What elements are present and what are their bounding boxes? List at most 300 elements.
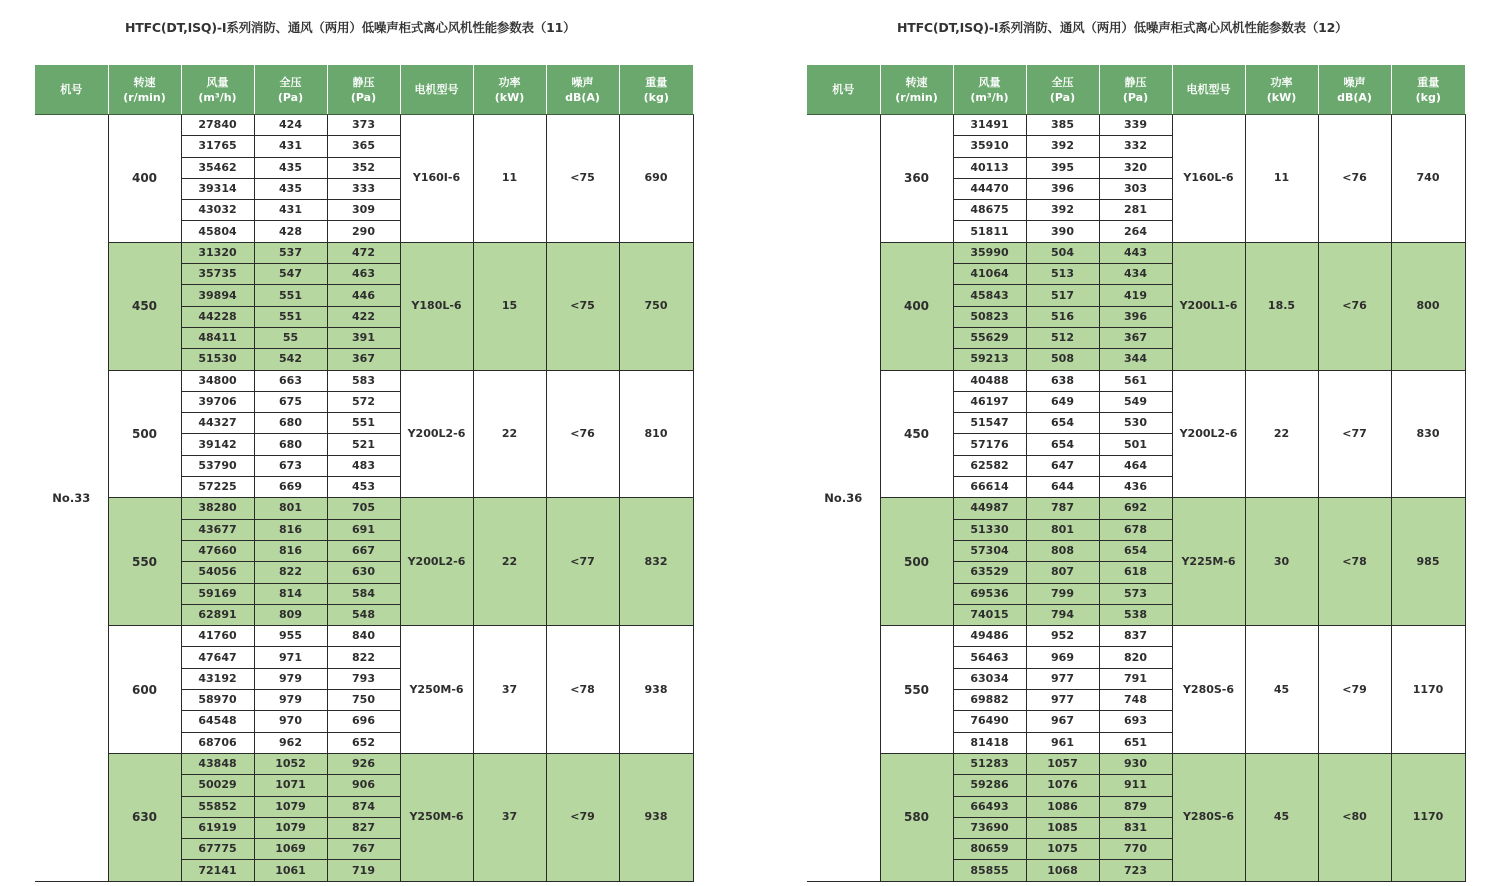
airflow-value: 34800 [181, 370, 254, 391]
airflow-value: 58970 [181, 690, 254, 711]
static-pressure-value: 583 [327, 370, 400, 391]
header-power [473, 65, 546, 115]
table-row [35, 626, 693, 647]
noise-level: <78 [1318, 498, 1391, 626]
header-motor-type-line: 电机型号 [1186, 83, 1231, 96]
motor-type: Y225M-6 [1172, 498, 1245, 626]
fan-weight: 985 [1391, 498, 1465, 626]
rotation-speed: 500 [108, 370, 181, 498]
noise-level: <77 [546, 498, 619, 626]
static-pressure-value: 561 [1099, 370, 1172, 391]
total-pressure-value: 979 [254, 690, 327, 711]
rotation-speed: 500 [880, 498, 953, 626]
header-model [807, 65, 880, 115]
header-motor-type-line: 电机型号 [414, 83, 459, 96]
airflow-value: 48411 [181, 327, 254, 348]
header-static-pressure-line: 静压 [352, 75, 375, 89]
airflow-value: 66614 [953, 477, 1026, 498]
static-pressure-value: 652 [327, 732, 400, 753]
total-pressure-value: 435 [254, 178, 327, 199]
static-pressure-value: 419 [1099, 285, 1172, 306]
motor-power: 22 [473, 498, 546, 626]
fan-weight: 1170 [1391, 753, 1465, 881]
motor-type: Y160I-6 [400, 115, 473, 243]
static-pressure-value: 367 [327, 349, 400, 370]
motor-type: Y160L-6 [1172, 115, 1245, 243]
total-pressure-value: 816 [254, 540, 327, 561]
header-noise-line: dB(A) [565, 90, 600, 104]
motor-power: 37 [473, 753, 546, 881]
header-noise [1318, 65, 1391, 115]
total-pressure-value: 1079 [254, 796, 327, 817]
total-pressure-value: 1061 [254, 860, 327, 881]
static-pressure-value: 879 [1099, 796, 1172, 817]
motor-type: Y200L1-6 [1172, 242, 1245, 370]
total-pressure-value: 801 [254, 498, 327, 519]
motor-type: Y200L2-6 [400, 498, 473, 626]
header-weight-line: (kg) [643, 90, 669, 104]
static-pressure-value: 572 [327, 391, 400, 412]
static-pressure-value: 906 [327, 775, 400, 796]
header-speed-line: 转速 [133, 75, 156, 89]
motor-power: 37 [473, 626, 546, 754]
header-total-pressure-line: 全压 [279, 75, 302, 89]
noise-level: <75 [546, 115, 619, 243]
total-pressure-value: 392 [1026, 200, 1099, 221]
noise-level: <80 [1318, 753, 1391, 881]
airflow-value: 72141 [181, 860, 254, 881]
header-motor-type [400, 65, 473, 115]
static-pressure-value: 822 [327, 647, 400, 668]
static-pressure-value: 696 [327, 711, 400, 732]
static-pressure-value: 723 [1099, 860, 1172, 881]
rotation-speed: 600 [108, 626, 181, 754]
total-pressure-value: 794 [1026, 604, 1099, 625]
motor-type: Y180L-6 [400, 242, 473, 370]
airflow-value: 68706 [181, 732, 254, 753]
airflow-value: 49486 [953, 626, 1026, 647]
static-pressure-value: 678 [1099, 519, 1172, 540]
rotation-speed: 450 [108, 242, 181, 370]
performance-table [807, 65, 1466, 882]
total-pressure-value: 513 [1026, 264, 1099, 285]
airflow-value: 39894 [181, 285, 254, 306]
header-motor-type [1172, 65, 1245, 115]
total-pressure-value: 431 [254, 136, 327, 157]
total-pressure-value: 675 [254, 391, 327, 412]
fan-weight: 832 [619, 498, 693, 626]
static-pressure-value: 396 [1099, 306, 1172, 327]
airflow-value: 35462 [181, 157, 254, 178]
total-pressure-value: 1075 [1026, 839, 1099, 860]
static-pressure-value: 667 [327, 540, 400, 561]
static-pressure-value: 443 [1099, 242, 1172, 263]
static-pressure-value: 367 [1099, 327, 1172, 348]
airflow-value: 63529 [953, 562, 1026, 583]
airflow-value: 44987 [953, 498, 1026, 519]
total-pressure-value: 1086 [1026, 796, 1099, 817]
static-pressure-value: 446 [327, 285, 400, 306]
total-pressure-value: 669 [254, 477, 327, 498]
header-power-line: 功率 [498, 75, 521, 89]
motor-power: 11 [473, 115, 546, 243]
rotation-speed: 630 [108, 753, 181, 881]
airflow-value: 51547 [953, 413, 1026, 434]
airflow-value: 31765 [181, 136, 254, 157]
airflow-value: 63034 [953, 668, 1026, 689]
header-noise-line: 噪声 [1343, 75, 1366, 89]
total-pressure-value: 822 [254, 562, 327, 583]
static-pressure-value: 827 [327, 817, 400, 838]
static-pressure-value: 501 [1099, 434, 1172, 455]
total-pressure-value: 673 [254, 455, 327, 476]
header-airflow-line: 风量 [978, 75, 1001, 89]
total-pressure-value: 547 [254, 264, 327, 285]
static-pressure-value: 750 [327, 690, 400, 711]
header-airflow-line: 风量 [206, 75, 229, 89]
header-weight [619, 65, 693, 115]
header-total-pressure-line: 全压 [1051, 75, 1074, 89]
motor-type: Y280S-6 [1172, 626, 1245, 754]
airflow-value: 45843 [953, 285, 1026, 306]
total-pressure-value: 808 [1026, 540, 1099, 561]
total-pressure-value: 428 [254, 221, 327, 242]
airflow-value: 48675 [953, 200, 1026, 221]
static-pressure-value: 281 [1099, 200, 1172, 221]
total-pressure-value: 55 [254, 327, 327, 348]
airflow-value: 51530 [181, 349, 254, 370]
airflow-value: 35910 [953, 136, 1026, 157]
noise-level: <78 [546, 626, 619, 754]
airflow-value: 39314 [181, 178, 254, 199]
static-pressure-value: 538 [1099, 604, 1172, 625]
table-row [807, 370, 1465, 391]
motor-type: Y200L2-6 [1172, 370, 1245, 498]
airflow-value: 44228 [181, 306, 254, 327]
total-pressure-value: 977 [1026, 668, 1099, 689]
noise-level: <75 [546, 242, 619, 370]
static-pressure-value: 691 [327, 519, 400, 540]
rotation-speed: 550 [880, 626, 953, 754]
total-pressure-value: 516 [1026, 306, 1099, 327]
airflow-value: 62891 [181, 604, 254, 625]
fan-model-number: No.36 [807, 115, 880, 882]
header-power-line: (kW) [494, 90, 525, 104]
total-pressure-value: 1068 [1026, 860, 1099, 881]
static-pressure-value: 373 [327, 115, 400, 136]
static-pressure-value: 309 [327, 200, 400, 221]
static-pressure-value: 651 [1099, 732, 1172, 753]
airflow-value: 51811 [953, 221, 1026, 242]
motor-power: 22 [473, 370, 546, 498]
header-airflow-line: (m³/h) [198, 90, 237, 104]
total-pressure-value: 654 [1026, 434, 1099, 455]
header-power-line: 功率 [1270, 75, 1293, 89]
airflow-value: 39706 [181, 391, 254, 412]
airflow-value: 31491 [953, 115, 1026, 136]
motor-type: Y280S-6 [1172, 753, 1245, 881]
total-pressure-value: 1052 [254, 753, 327, 774]
header-row [807, 65, 1465, 115]
header-power [1245, 65, 1318, 115]
airflow-value: 76490 [953, 711, 1026, 732]
total-pressure-value: 395 [1026, 157, 1099, 178]
header-model [35, 65, 108, 115]
static-pressure-value: 926 [327, 753, 400, 774]
static-pressure-value: 332 [1099, 136, 1172, 157]
header-noise-line: dB(A) [1337, 90, 1372, 104]
airflow-value: 40488 [953, 370, 1026, 391]
noise-level: <76 [1318, 115, 1391, 243]
airflow-value: 85855 [953, 860, 1026, 881]
static-pressure-value: 365 [327, 136, 400, 157]
static-pressure-value: 339 [1099, 115, 1172, 136]
total-pressure-value: 551 [254, 306, 327, 327]
total-pressure-value: 1079 [254, 817, 327, 838]
airflow-value: 53790 [181, 455, 254, 476]
static-pressure-value: 874 [327, 796, 400, 817]
static-pressure-value: 831 [1099, 817, 1172, 838]
table-11-title: HTFC(DT,ISQ)-I系列消防、通风（两用）低噪声柜式离心风机性能参数表（11） [125, 20, 576, 35]
total-pressure-value: 952 [1026, 626, 1099, 647]
static-pressure-value: 436 [1099, 477, 1172, 498]
total-pressure-value: 663 [254, 370, 327, 391]
header-noise [546, 65, 619, 115]
table-row [807, 498, 1465, 519]
airflow-value: 51330 [953, 519, 1026, 540]
table-row [807, 626, 1465, 647]
header-airflow [953, 65, 1026, 115]
total-pressure-value: 508 [1026, 349, 1099, 370]
rotation-speed: 400 [108, 115, 181, 243]
airflow-value: 41760 [181, 626, 254, 647]
total-pressure-value: 517 [1026, 285, 1099, 306]
table-row [35, 498, 693, 519]
header-weight-line: 重量 [1417, 75, 1440, 89]
header-weight [1391, 65, 1465, 115]
static-pressure-value: 290 [327, 221, 400, 242]
fan-weight: 1170 [1391, 626, 1465, 754]
rotation-speed: 550 [108, 498, 181, 626]
airflow-value: 59213 [953, 349, 1026, 370]
header-static-pressure [1099, 65, 1172, 115]
airflow-value: 44327 [181, 413, 254, 434]
airflow-value: 51283 [953, 753, 1026, 774]
total-pressure-value: 955 [254, 626, 327, 647]
total-pressure-value: 1076 [1026, 775, 1099, 796]
header-airflow-line: (m³/h) [970, 90, 1009, 104]
total-pressure-value: 967 [1026, 711, 1099, 732]
motor-type: Y250M-6 [400, 753, 473, 881]
rotation-speed: 360 [880, 115, 953, 243]
fan-weight: 938 [619, 626, 693, 754]
static-pressure-value: 840 [327, 626, 400, 647]
total-pressure-value: 396 [1026, 178, 1099, 199]
static-pressure-value: 548 [327, 604, 400, 625]
airflow-value: 62582 [953, 455, 1026, 476]
static-pressure-value: 654 [1099, 540, 1172, 561]
total-pressure-value: 644 [1026, 477, 1099, 498]
static-pressure-value: 483 [327, 455, 400, 476]
total-pressure-value: 816 [254, 519, 327, 540]
total-pressure-value: 801 [1026, 519, 1099, 540]
total-pressure-value: 971 [254, 647, 327, 668]
fan-weight: 690 [619, 115, 693, 243]
static-pressure-value: 463 [327, 264, 400, 285]
airflow-value: 57176 [953, 434, 1026, 455]
total-pressure-value: 542 [254, 349, 327, 370]
airflow-value: 35990 [953, 242, 1026, 263]
static-pressure-value: 573 [1099, 583, 1172, 604]
static-pressure-value: 521 [327, 434, 400, 455]
airflow-value: 44470 [953, 178, 1026, 199]
rotation-speed: 400 [880, 242, 953, 370]
static-pressure-value: 453 [327, 477, 400, 498]
airflow-value: 43848 [181, 753, 254, 774]
total-pressure-value: 424 [254, 115, 327, 136]
motor-power: 22 [1245, 370, 1318, 498]
fan-weight: 830 [1391, 370, 1465, 498]
header-total-pressure [254, 65, 327, 115]
static-pressure-value: 472 [327, 242, 400, 263]
static-pressure-value: 352 [327, 157, 400, 178]
static-pressure-value: 911 [1099, 775, 1172, 796]
total-pressure-value: 431 [254, 200, 327, 221]
airflow-value: 43192 [181, 668, 254, 689]
header-row [35, 65, 693, 115]
noise-level: <76 [546, 370, 619, 498]
motor-power: 45 [1245, 626, 1318, 754]
total-pressure-value: 977 [1026, 690, 1099, 711]
total-pressure-value: 435 [254, 157, 327, 178]
static-pressure-value: 320 [1099, 157, 1172, 178]
airflow-value: 56463 [953, 647, 1026, 668]
total-pressure-value: 807 [1026, 562, 1099, 583]
rotation-speed: 450 [880, 370, 953, 498]
airflow-value: 35735 [181, 264, 254, 285]
header-weight-line: (kg) [1415, 90, 1441, 104]
airflow-value: 43677 [181, 519, 254, 540]
static-pressure-value: 767 [327, 839, 400, 860]
total-pressure-value: 969 [1026, 647, 1099, 668]
header-speed [108, 65, 181, 115]
header-total-pressure-line: (Pa) [277, 90, 304, 104]
table-row [35, 115, 693, 136]
total-pressure-value: 962 [254, 732, 327, 753]
table-row [807, 753, 1465, 774]
header-speed [880, 65, 953, 115]
total-pressure-value: 814 [254, 583, 327, 604]
total-pressure-value: 551 [254, 285, 327, 306]
header-static-pressure-line: (Pa) [350, 90, 377, 104]
airflow-value: 50823 [953, 306, 1026, 327]
static-pressure-value: 333 [327, 178, 400, 199]
header-static-pressure-line: (Pa) [1122, 90, 1149, 104]
airflow-value: 31320 [181, 242, 254, 263]
fan-weight: 810 [619, 370, 693, 498]
static-pressure-value: 464 [1099, 455, 1172, 476]
airflow-value: 41064 [953, 264, 1026, 285]
airflow-value: 38280 [181, 498, 254, 519]
airflow-value: 57304 [953, 540, 1026, 561]
table-row [807, 115, 1465, 136]
airflow-value: 55629 [953, 327, 1026, 348]
static-pressure-value: 391 [327, 327, 400, 348]
header-speed-line: (r/min) [895, 90, 938, 104]
table-row [807, 242, 1465, 263]
static-pressure-value: 303 [1099, 178, 1172, 199]
static-pressure-value: 837 [1099, 626, 1172, 647]
airflow-value: 27840 [181, 115, 254, 136]
total-pressure-value: 799 [1026, 583, 1099, 604]
total-pressure-value: 654 [1026, 413, 1099, 434]
table-row [35, 370, 693, 391]
header-power-line: (kW) [1266, 90, 1297, 104]
table-12-title: HTFC(DT,ISQ)-I系列消防、通风（两用）低噪声柜式离心风机性能参数表（12） [897, 20, 1348, 35]
header-speed-line: 转速 [905, 75, 928, 89]
total-pressure-value: 392 [1026, 136, 1099, 157]
header-total-pressure-line: (Pa) [1049, 90, 1076, 104]
fan-weight: 750 [619, 242, 693, 370]
fan-weight: 740 [1391, 115, 1465, 243]
total-pressure-value: 647 [1026, 455, 1099, 476]
airflow-value: 59286 [953, 775, 1026, 796]
airflow-value: 39142 [181, 434, 254, 455]
airflow-value: 81418 [953, 732, 1026, 753]
table-row [35, 753, 693, 774]
motor-power: 45 [1245, 753, 1318, 881]
total-pressure-value: 1085 [1026, 817, 1099, 838]
static-pressure-value: 551 [327, 413, 400, 434]
total-pressure-value: 1071 [254, 775, 327, 796]
total-pressure-value: 787 [1026, 498, 1099, 519]
header-noise-line: 噪声 [571, 75, 594, 89]
noise-level: <76 [1318, 242, 1391, 370]
static-pressure-value: 434 [1099, 264, 1172, 285]
header-weight-line: 重量 [645, 75, 668, 89]
header-total-pressure [1026, 65, 1099, 115]
airflow-value: 43032 [181, 200, 254, 221]
airflow-value: 40113 [953, 157, 1026, 178]
header-model-line: 机号 [60, 83, 83, 96]
header-static-pressure-line: 静压 [1124, 75, 1147, 89]
airflow-value: 50029 [181, 775, 254, 796]
airflow-value: 69882 [953, 690, 1026, 711]
static-pressure-value: 770 [1099, 839, 1172, 860]
total-pressure-value: 809 [254, 604, 327, 625]
airflow-value: 46197 [953, 391, 1026, 412]
motor-power: 11 [1245, 115, 1318, 243]
header-static-pressure [327, 65, 400, 115]
header-model-line: 机号 [832, 83, 855, 96]
rotation-speed: 580 [880, 753, 953, 881]
airflow-value: 47660 [181, 540, 254, 561]
motor-power: 18.5 [1245, 242, 1318, 370]
static-pressure-value: 344 [1099, 349, 1172, 370]
airflow-value: 74015 [953, 604, 1026, 625]
airflow-value: 54056 [181, 562, 254, 583]
total-pressure-value: 680 [254, 413, 327, 434]
airflow-value: 69536 [953, 583, 1026, 604]
fan-weight: 938 [619, 753, 693, 881]
motor-type: Y200L2-6 [400, 370, 473, 498]
airflow-value: 80659 [953, 839, 1026, 860]
static-pressure-value: 584 [327, 583, 400, 604]
noise-level: <79 [1318, 626, 1391, 754]
static-pressure-value: 422 [327, 306, 400, 327]
total-pressure-value: 537 [254, 242, 327, 263]
total-pressure-value: 385 [1026, 115, 1099, 136]
